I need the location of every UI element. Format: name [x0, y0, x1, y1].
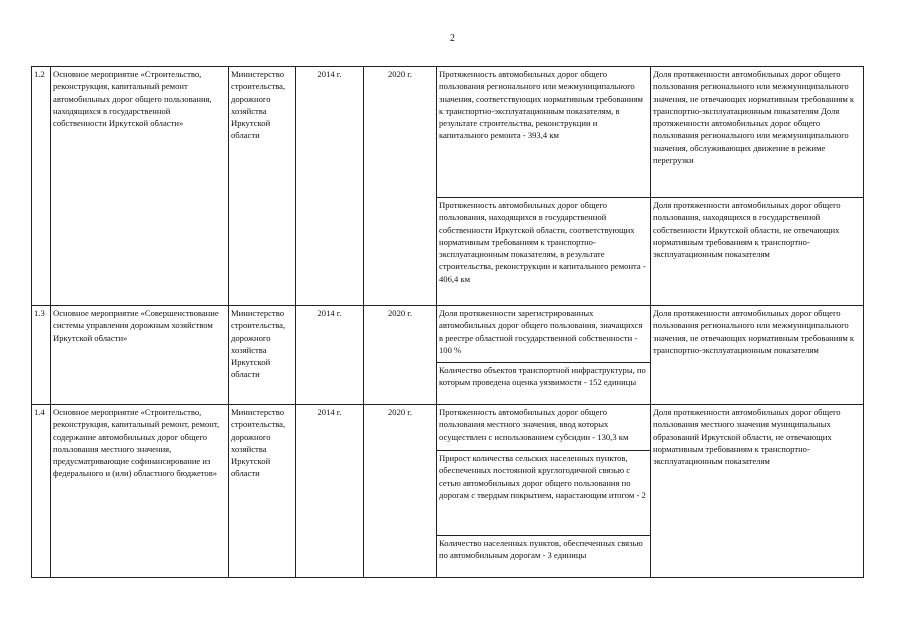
- start-year: 2014 г.: [296, 306, 364, 405]
- target-indicator: Доля протяженности автомобильных дорог общего пользования местного значения муниципальных образований Иркутской области, не отвечающих нормативным требованиям к транспортно-эксплуатационным показателям: [651, 405, 864, 578]
- expected-result: Протяженность автомобильных дорог общего пользования регионального или межмуниципального значения, соответствующих нормативным требованиям к транспортно-эксплуатационным показателям, в результате строительства, реконструкции и капитального ремонта - 393,4 км: [437, 67, 651, 198]
- table-row: [32, 306, 864, 363]
- event-name: Основное мероприятие «Совершенствование системы управления дорожным хозяйством Иркутской области»: [51, 306, 229, 405]
- event-name: Основное мероприятие «Строительство, реконструкция, капитальный ремонт автомобильных дорог общего пользования, находящихся в государственной собственности Иркутской области»: [51, 67, 229, 306]
- expected-result: Протяженность автомобильных дорог общего пользования, находящихся в государственной собственности Иркутской области, соответствующих нормативным требованиям к транспортно-эксплуатационным показателям, в результате строительства, реконструкции и капитального ремонта - 406,4 км: [437, 198, 651, 306]
- expected-result: Прирост количества сельских населенных пунктов, обеспеченных постоянной круглогодичной связью с сетью автомобильных дорог общего пользования по дорогам с твердым покрытием, нарастающим итогом - 2: [437, 451, 651, 536]
- program-events-table: [31, 66, 864, 578]
- expected-result: Количество населенных пунктов, обеспеченных связью по автомобильным дорогам - 3 единицы: [437, 536, 651, 578]
- start-year: 2014 г.: [296, 67, 364, 306]
- expected-result: Количество объектов транспортной инфраструктуры, по которым проведена оценка уязвимости - 152 единицы: [437, 363, 651, 405]
- end-year: 2020 г.: [364, 405, 437, 578]
- expected-result: Доля протяженности зарегистрированных автомобильных дорог общего пользования, значащихся в реестре областной государственной собственности - 100 %: [437, 306, 651, 363]
- executor: Министерство строительства, дорожного хозяйства Иркутской области: [229, 306, 296, 405]
- row-number: 1.3: [32, 306, 51, 405]
- event-name: Основное мероприятие «Строительство, реконструкция, капитальный ремонт, ремонт, содержание автомобильных дорог общего пользования местного значения, предусматривающие софинансирование из федерального и (или) областного бюджетов»: [51, 405, 229, 578]
- end-year: 2020 г.: [364, 67, 437, 306]
- target-indicator: Доля протяженности автомобильных дорог общего пользования регионального или межмуниципального значения, не отвечающих нормативным требованиям к транспортно-эксплуатационным показателям Доля протяженности автомобильных дорог общего пользования регионального или межмуниципального значения, обслуживающих движение в режиме перегрузки: [651, 67, 864, 198]
- target-indicator: Доля протяженности автомобильных дорог общего пользования, находящихся в государственной собственности Иркутской области, не отвечающих нормативным требованиям к транспортно-эксплуатационным показателям: [651, 198, 864, 306]
- executor: Министерство строительства, дорожного хозяйства Иркутской области: [229, 67, 296, 306]
- page-number: 2: [450, 33, 455, 44]
- end-year: 2020 г.: [364, 306, 437, 405]
- target-indicator: Доля протяженности автомобильных дорог общего пользования регионального или межмуниципального значения, не отвечающих нормативным требованиям к транспортно-эксплуатационным показателям: [651, 306, 864, 405]
- row-number: 1.4: [32, 405, 51, 578]
- table-row: [32, 67, 864, 198]
- start-year: 2014 г.: [296, 405, 364, 578]
- table-row: [32, 405, 864, 451]
- row-number: 1.2: [32, 67, 51, 306]
- expected-result: Протяженность автомобильных дорог общего пользования местного значения, ввод которых осуществлен с использованием субсидии - 130,3 км: [437, 405, 651, 451]
- executor: Министерство строительства, дорожного хозяйства Иркутской области: [229, 405, 296, 578]
